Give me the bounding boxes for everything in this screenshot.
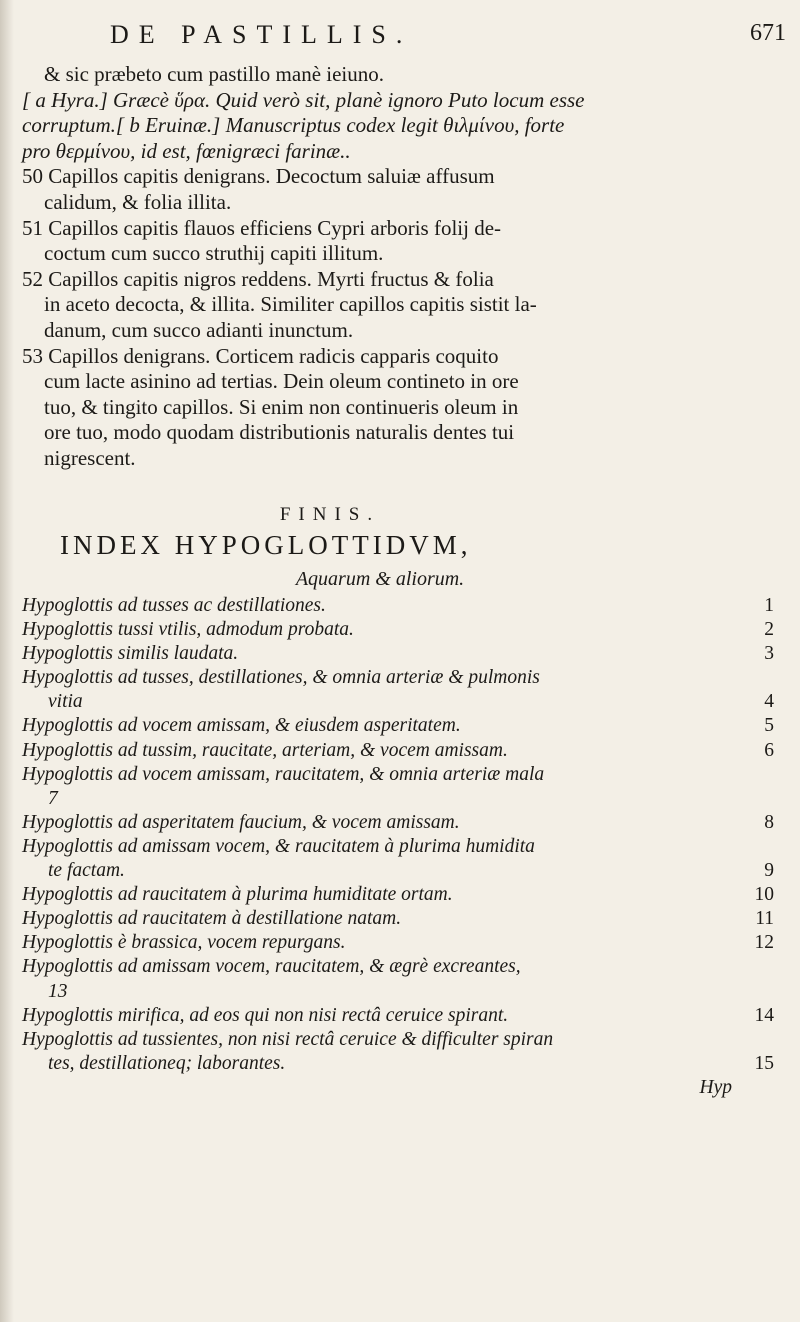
index-entry-text: Hypoglottis è brassica, vocem repurgans. [22,932,346,954]
index-entry-number: 1 [764,595,774,616]
index-entry [22,763,782,811]
index-title: INDEX HYPOGLOTTIDVM, [60,530,472,560]
index-entry-text: Hypoglottis ad asperitatem faucium, & vocem amissam. [22,811,460,833]
text-line: 50 Capillos capitis denigrans. Decoctum saluiæ affusum [22,164,495,189]
finis-heading: FINIS. [279,504,381,525]
main-text [22,62,782,472]
index-entry-text: Hypoglottis tussi vtilis, admodum probata. [22,619,354,641]
index-list [22,594,782,1100]
index-entry [22,666,782,714]
index-entry [22,1028,782,1076]
index-subtitle: Aquarum & aliorum. [295,568,465,590]
index-entry-continuation: 7 [48,787,58,809]
text-line: calidum, & folia illita. [44,189,232,214]
index-entry-number: 4 [764,691,774,713]
index-entry [22,1004,782,1028]
index-entry-text: Hyp [699,1076,732,1098]
index-entry [22,594,782,618]
text-line: danum, cum succo adianti inunctum. [44,317,354,342]
index-entry [22,811,782,835]
page-header [110,14,800,54]
page-gutter-shadow [0,0,14,1322]
index-entry-number: 10 [754,884,774,906]
text-line: & sic præbeto cum pastillo manè ieiuno. [44,62,385,86]
text-line: in aceto decocta, & illita. Similiter capillos capitis sistit la- [44,292,537,317]
index-entry-text: Hypoglottis ad tussientes, non nisi rectâ ceruice & difficulter spiran [22,1028,554,1050]
index-entry-continuation: vitia [48,691,83,713]
text-line: 52 Capillos capitis nigros reddens. Myrti fructus & folia [22,266,494,291]
text-line: 53 Capillos denigrans. Corticem radicis capparis coquito [22,343,499,368]
index-entry-text: Hypoglottis mirifica, ad eos qui non nisi rectâ ceruice spirant. [22,1004,509,1026]
index-entry-number: 9 [764,860,774,882]
index-entry-number: 5 [764,715,774,737]
text-line: [ a Hyra.] Græcè ὕρα. Quid verò sit, planè ignoro Puto locum esse [22,87,585,112]
index-entry-text: Hypoglottis ad amissam vocem, & raucitatem à plurima humidita [22,835,535,857]
index-entry-number: 12 [754,932,774,954]
index-entry-text: Hypoglottis ad vocem amissam, & eiusdem asperitatem. [22,715,461,737]
index-entry-continuation: 13 [48,980,68,1002]
index-entry-text: Hypoglottis similis laudata. [22,643,239,665]
index-entry [22,955,782,1003]
index-entry-continuation: te factam. [48,860,125,882]
text-line: cum lacte asinino ad tertias. Dein oleum contineto in ore [44,369,519,394]
index-entry [22,907,782,931]
index-entry-continuation: tes, destillationeq; laborantes. [48,1052,286,1074]
index-entry [22,883,782,907]
index-entry-number: 11 [755,908,774,930]
index-entry-text: Hypoglottis ad raucitatem à plurima humiditate ortam. [22,884,453,906]
running-title: DE PASTILLIS. [110,20,413,49]
index-entry-number: 14 [754,1004,774,1026]
index-entry [22,931,782,955]
index-entry [22,739,782,763]
text-line: corruptum.[ b Eruinæ.] Manuscriptus codex legit θιλμίνου, forte [22,113,565,138]
text-line: coctum cum succo struthij capiti illitum. [44,241,384,266]
index-entry [22,642,782,666]
text-line: ore tuo, modo quodam distributionis naturalis dentes tui [44,420,515,445]
index-entry-number: 2 [764,619,774,641]
index-entry-text: Hypoglottis ad vocem amissam, raucitatem, & omnia arteriæ mala [22,763,545,785]
index-entry-text: Hypoglottis ad raucitatem à destillatione natam. [22,908,402,930]
text-line: nigrescent. [44,445,136,470]
text-line: 51 Capillos capitis flauos efficiens Cypri arboris folij de- [22,215,502,240]
index-entry [22,714,782,738]
text-line: tuo, & tingito capillos. Si enim non continueris oleum in [44,394,519,419]
index-entry [22,1076,782,1100]
index-entry-number: 8 [764,811,774,833]
index-entry-number: 3 [764,643,774,665]
index-entry-text: Hypoglottis ad amissam vocem, raucitatem, & ægrè excreantes, [22,956,521,978]
index-entry-number: 15 [754,1052,774,1074]
index-entry-text: Hypoglottis ad tussim, raucitate, arteriam, & vocem amissam. [22,739,508,761]
page-number: 671 [750,20,786,46]
index-entry [22,618,782,642]
index-entry-text: Hypoglottis ad tusses, destillationes, & omnia arteriæ & pulmonis [22,667,540,689]
index-entry-number: 6 [764,739,774,761]
index-entry [22,835,782,883]
text-line: pro θερμίνου, id est, fœnigræci farinæ.. [22,138,351,163]
index-entry-text: Hypoglottis ad tusses ac destillationes. [22,595,326,616]
